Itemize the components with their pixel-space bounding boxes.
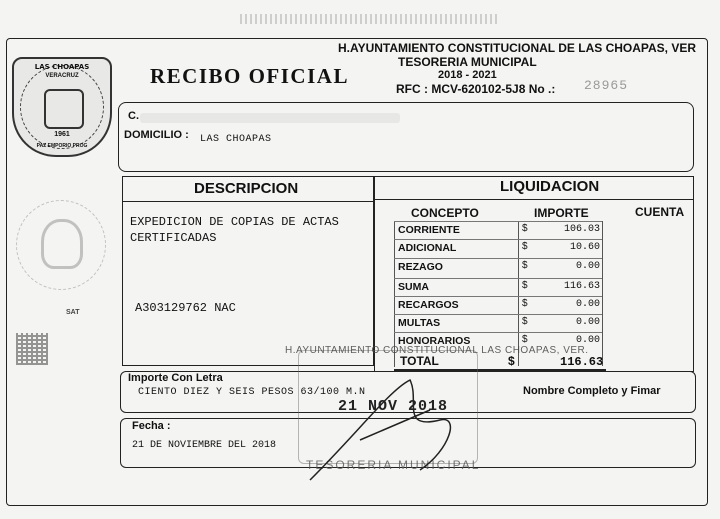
client-name-label: C. xyxy=(128,110,139,122)
row-line xyxy=(394,296,602,297)
domicilio-label: DOMICILIO : xyxy=(124,129,189,141)
row-currency: $ xyxy=(522,223,528,234)
row-line xyxy=(394,221,602,222)
domicilio-value: LAS CHOAPAS xyxy=(200,134,272,145)
stamp-tesoreria-text: TESORERIA MUNICIPAL xyxy=(306,458,481,472)
firma-label: Nombre Completo y Fimar xyxy=(523,385,661,397)
signature-icon xyxy=(300,370,500,490)
row-currency: $ xyxy=(522,280,528,291)
total-label: TOTAL xyxy=(400,354,439,368)
row-importe: 0.00 xyxy=(575,261,600,272)
qr-code-icon xyxy=(16,333,48,365)
header-rfc: RFC : MCV-620102-5J8 No .: xyxy=(396,82,556,96)
row-currency: $ xyxy=(522,260,528,271)
fecha-value: 21 DE NOVIEMBRE DEL 2018 xyxy=(132,440,277,451)
national-eagle-icon xyxy=(16,200,106,290)
row-importe: 0.00 xyxy=(575,335,600,346)
liquidacion-row xyxy=(394,278,694,296)
row-concepto: REZAGO xyxy=(398,261,443,273)
liquidacion-row xyxy=(394,239,694,257)
liquidacion-row xyxy=(394,221,694,239)
seal-sub-text: VERACRUZ xyxy=(45,73,79,79)
descripcion-box xyxy=(122,176,374,366)
seal-bottom-text: PAZ EMPORIO PROG xyxy=(36,143,88,149)
header-period: 2018 - 2021 xyxy=(438,69,497,81)
liquidacion-row xyxy=(394,314,694,332)
row-importe: 116.63 xyxy=(563,281,600,292)
stamp-date: 21 NOV 2018 xyxy=(338,398,449,415)
row-concepto: SUMA xyxy=(398,281,429,293)
fecha-label: Fecha : xyxy=(132,420,171,432)
descripcion-title: DESCRIPCION xyxy=(194,180,299,197)
liquidacion-row xyxy=(394,258,694,276)
row-importe: 0.00 xyxy=(575,317,600,328)
row-currency: $ xyxy=(522,298,528,309)
row-concepto: CORRIENTE xyxy=(398,224,460,236)
folio-number: 28965 xyxy=(584,78,629,93)
row-line xyxy=(394,258,602,259)
row-concepto: RECARGOS xyxy=(398,299,459,311)
row-currency: $ xyxy=(522,334,528,345)
liquidacion-row xyxy=(394,296,694,314)
descripcion-reference: A303129762 NAC xyxy=(135,301,236,315)
row-importe: 0.00 xyxy=(575,299,600,310)
importe-letra-value: CIENTO DIEZ Y SEIS PESOS 63/100 M.N xyxy=(138,387,366,398)
eagle-shape xyxy=(41,219,83,269)
row-line xyxy=(394,314,602,315)
header-ayuntamiento: H.AYUNTAMIENTO CONSTITUCIONAL DE LAS CHOAPAS, VER xyxy=(338,41,697,55)
row-importe: 106.03 xyxy=(563,224,600,235)
seal-shield xyxy=(44,89,84,129)
municipal-seal-icon xyxy=(12,57,112,157)
seal-year: 1961 xyxy=(54,131,70,138)
scan-noise xyxy=(240,14,500,24)
row-currency: $ xyxy=(522,241,528,252)
col-concepto: CONCEPTO xyxy=(411,206,479,220)
sat-label: SAT xyxy=(66,309,80,316)
row-concepto: MULTAS xyxy=(398,317,441,329)
liquidacion-header-line xyxy=(375,199,693,200)
row-line xyxy=(394,278,602,279)
receipt-title: RECIBO OFICIAL xyxy=(150,64,349,88)
liquidacion-title: LIQUIDACION xyxy=(500,178,600,195)
col-importe: IMPORTE xyxy=(534,206,589,220)
row-concepto: ADICIONAL xyxy=(398,242,457,254)
header-tesoreria: TESORERIA MUNICIPAL xyxy=(398,55,537,69)
col-cuenta: CUENTA xyxy=(635,205,685,219)
row-line xyxy=(394,239,602,240)
row-concepto: HONORARIOS xyxy=(398,335,471,347)
total-amount: 116.63 xyxy=(560,355,604,369)
row-line xyxy=(394,332,602,333)
row-currency: $ xyxy=(522,316,528,327)
descripcion-text: EXPEDICION DE COPIAS DE ACTAS CERTIFICADAS xyxy=(130,215,339,245)
importe-letra-label: Importe Con Letra xyxy=(128,372,223,384)
total-currency: $ xyxy=(508,354,515,368)
seal-top-text: LAS CHOAPAS xyxy=(34,63,90,71)
stamp-ayuntamiento-text: H.AYUNTAMIENTO CONSTITUCIONAL LAS CHOAPAS, VER. xyxy=(285,345,589,356)
redacted-name xyxy=(140,113,400,123)
row-importe: 10.60 xyxy=(569,242,600,253)
